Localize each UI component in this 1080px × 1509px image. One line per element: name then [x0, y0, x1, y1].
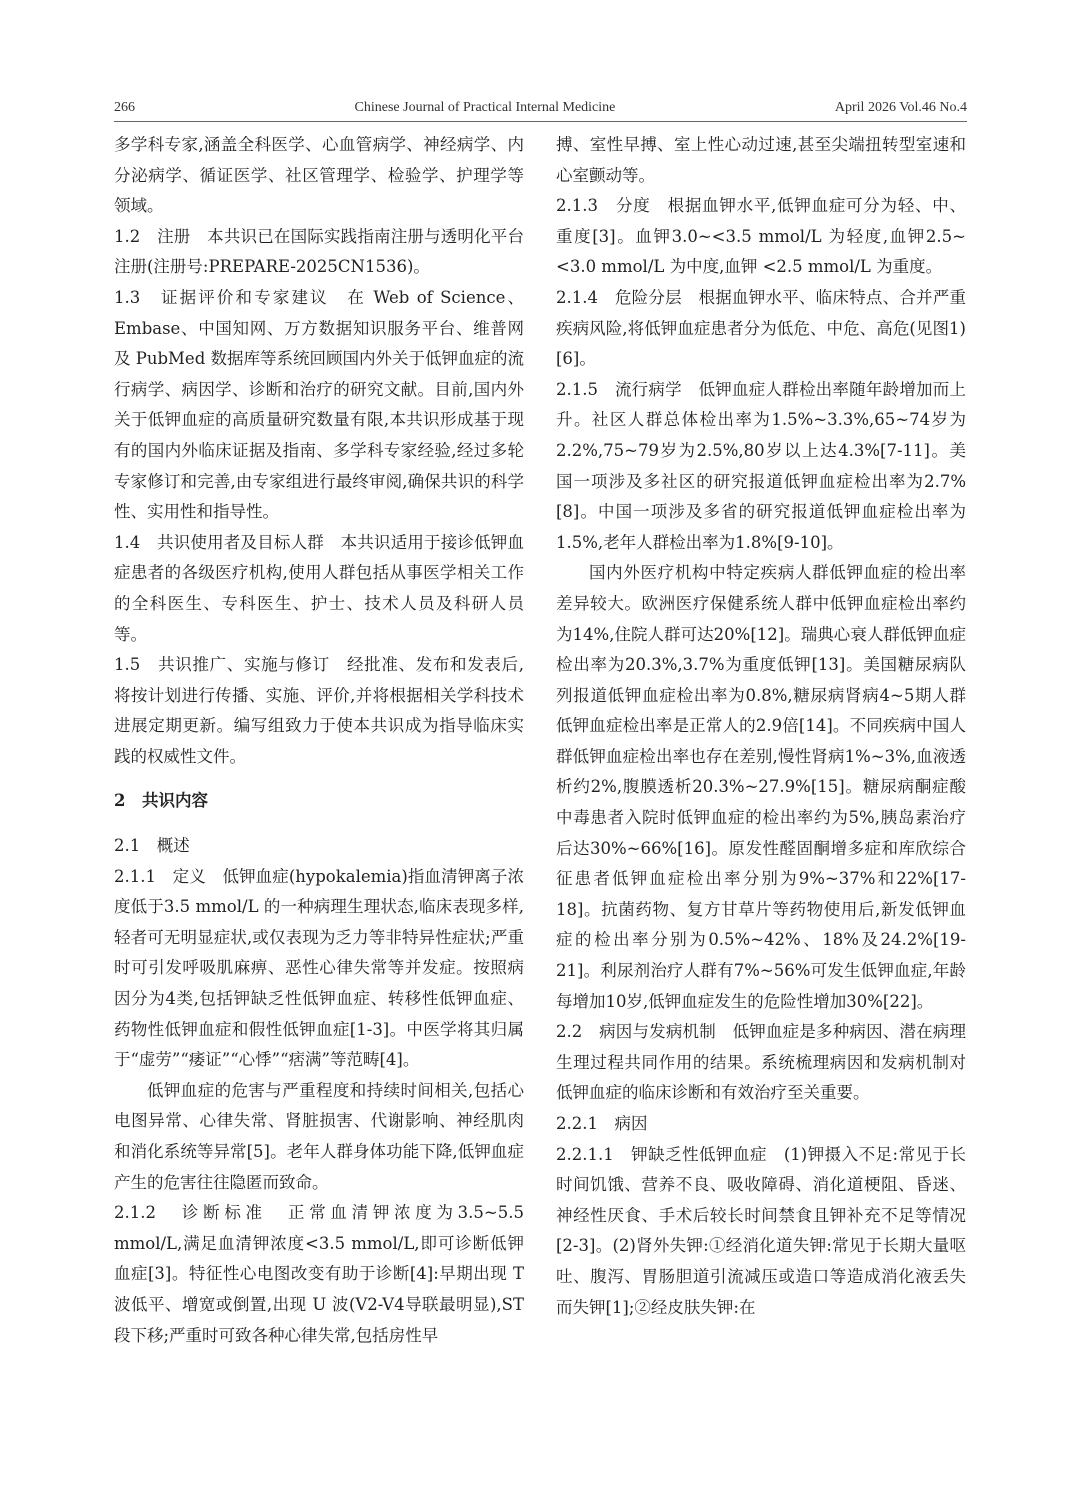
journal-title: Chinese Journal of Practical Internal Medicine: [354, 100, 616, 115]
paragraph: 国内外医疗机构中特定疾病人群低钾血症的检出率差异较大。欧洲医疗保健系统人群中低钾血症检出率约为14%,住院人群可达20%[12]。瑞典心衰人群低钾血症检出率为20.3%,3.7%为重度低钾[13]。美国糖尿病队列报道低钾血症检出率为0.8%,糖尿病肾病4~5期人群低钾血症检出率是正常人的2.9倍[14]。不同疾病中国人群低钾血症检出率也存在差别,慢性肾病1%~3%,血液透析约2%,腹膜透析20.3%~27.9%[15]。糖尿病酮症酸中毒患者入院时低钾血症的检出率约为5%,胰岛素治疗后达30%~66%[16]。原发性醛固酮增多症和库欣综合征患者低钾血症检出率分别为9%~37%和22%[17-18]。抗菌药物、复方甘草片等药物使用后,新发低钾血症的检出率分别为0.5%~42%、18%及24.2%[19-21]。利尿剂治疗人群有7%~56%可发生低钾血症,年龄每增加10岁,低钾血症发生的危险性增加30%[22]。: [556, 563, 966, 1011]
paragraph-1-3: 1.3 证据评价和专家建议 在 Web of Science、Embase、中国知网、万方数据知识服务平台、维普网及 PubMed 数据库等系统回顾国内外关于低钾血症的流行病学、病因学、诊断和治疗的研究文献。目前,国内外关于低钾血症的高质量研究数量有限,本共识形成基于现有的国内外临床证据及指南、多学科专家经验,经过多轮专家修订和完善,由专家组进行最终审阅,确保共识的科学性、实用性和指导性。: [114, 287, 525, 522]
paragraph-2-1-1: 2.1.1 定义 低钾血症(hypokalemia)指血清钾离子浓度低于3.5 mmol/L 的一种病理生理状态,临床表现多样,轻者可无明显症状,或仅表现为乏力等非特异性症状;严重时可引发呼吸肌麻痹、恶性心律失常等并发症。按照病因分为4类,包括钾缺乏性低钾血症、转移性低钾血症、药物性低钾血症和假性低钾血症[1-3]。中医学将其归属于“虚劳”“痿证”“心悸”“痞满”等范畴[4]。: [114, 866, 524, 1070]
paragraph-2-1-3: 2.1.3 分度 根据血钾水平,低钾血症可分为轻、中、重度[3]。血钾3.0~<3.5 mmol/L 为轻度,血钾2.5~<3.0 mmol/L 为中度,血钾 <2.5 mmol/L 为重度。: [556, 196, 966, 277]
paragraph-1-2: 1.2 注册 本共识已在国际实践指南注册与透明化平台注册(注册号:PREPARE-2025CN1536)。: [114, 226, 524, 277]
paragraph-2-1-4: 2.1.4 危险分层 根据血钾水平、临床特点、合并严重疾病风险,将低钾血症患者分为低危、中危、高危(见图1)[6]。: [556, 287, 966, 369]
right-column: [556, 130, 966, 1323]
section-heading: 2 共识内容: [114, 791, 208, 811]
paragraph: 搏、室性早搏、室上性心动过速,甚至尖端扭转型室速和心室颤动等。: [556, 135, 966, 185]
left-column: [114, 130, 524, 1351]
running-header: [114, 92, 967, 122]
paragraph-1-4: 1.4 共识使用者及目标人群 本共识适用于接诊低钾血症患者的各级医疗机构,使用人群包括从事医学相关工作的全科医生、专科医生、护士、技术人员及科研人员等。: [114, 532, 524, 644]
paragraph-2-2-1-1: 2.2.1.1 钾缺乏性低钾血症 (1)钾摄入不足:常见于长时间饥饿、营养不良、吸收障碍、消化道梗阻、昏迷、神经性厌食、手术后较长时间禁食且钾补充不足等情况[2-3]。(2)肾外失钾:①经消化道失钾:常见于长期大量呕吐、腹泻、胃肠胆道引流减压或造口等造成消化液丢失而失钾[1];②经皮肤失钾:在: [556, 1144, 966, 1317]
paragraph: 多学科专家,涵盖全科医学、心血管病学、神经病学、内分泌病学、循证医学、社区管理学、检验学、护理学等领域。: [114, 135, 524, 216]
paragraph-2-1-5: 2.1.5 流行病学 低钾血症人群检出率随年龄增加而上升。社区人群总体检出率为1.5%~3.3%,65~74岁为2.2%,75~79岁为2.5%,80岁以上达4.3%[7-11]。美国一项涉及多社区的研究报道低钾血症检出率为2.7%[8]。中国一项涉及多省的研究报道低钾血症检出率为1.5%,老年人群检出率为1.8%[9-10]。: [556, 379, 966, 552]
paragraph-2-2: 2.2 病因与发病机制 低钾血症是多种病因、潜在病理生理过程共同作用的结果。系统梳理病因和发病机制对低钾血症的临床诊断和有效治疗至关重要。: [556, 1022, 966, 1103]
subsection-heading: 2.1 概述: [114, 836, 190, 856]
subsection-heading: 2.2.1 病因: [556, 1114, 648, 1133]
paragraph-2-1-2: 2.1.2 诊断标准 正常血清钾浓度为3.5~5.5 mmol/L,满足血清钾浓度<3.5 mmol/L,即可诊断低钾血症[3]。特征性心电图改变有助于诊断[4]:早期出现 T 波低平、增宽或倒置,出现 U 波(V2-V4导联最明显),ST 段下移;严重时可致各种心律失常,包括房性早: [114, 1203, 524, 1345]
paragraph: 低钾血症的危害与严重程度和持续时间相关,包括心电图异常、心律失常、肾脏损害、代谢影响、神经肌肉和消化系统等异常[5]。老年人群身体功能下降,低钾血症产生的危害往往隐匿而致命。: [114, 1080, 524, 1192]
page-number: 266: [114, 100, 135, 115]
issue-info: April 2026 Vol.46 No.4: [834, 100, 967, 115]
paragraph-1-5: 1.5 共识推广、实施与修订 经批准、发布和发表后,将按计划进行传播、实施、评价,并将根据相关学科技术进展定期更新。编写组致力于使本共识成为指导临床实践的权威性文件。: [114, 655, 524, 766]
